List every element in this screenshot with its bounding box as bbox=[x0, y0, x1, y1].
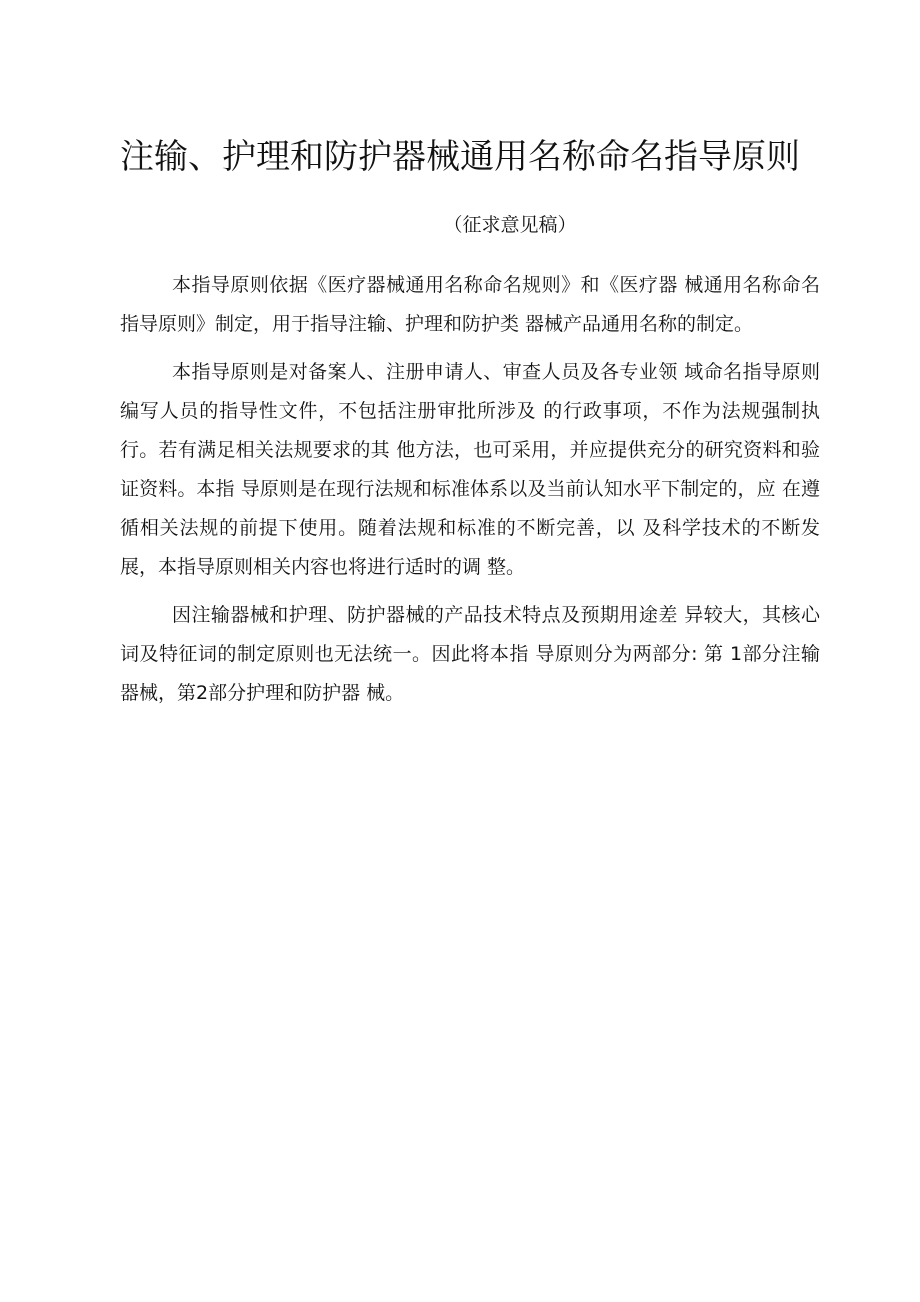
paragraph-scope: 本指导原则是对备案人、注册申请人、审查人员及各专业领 域命名指导原则编写人员的指导性文件，不包括注册审批所涉及 的行政事项，不作为法规强制执行。若有满足相关法规要求的其 他方法，也可采用，并应提供充分的研究资料和验证资料。本指 导原则是在现行法规和标准体系以及当前认知水平下制定的，应 在遵循相关法规的前提下使用。随着法规和标准的不断完善，以 及科学技术的不断发展，本指导原则相关内容也将进行适时的调 整。 bbox=[120, 361, 820, 578]
paragraph-basis: 本指导原则依据《医疗器械通用名称命名规则》和《医疗器 械通用名称命名指导原则》制定，用于指导注输、护理和防护类 器械产品通用名称的制定。 bbox=[120, 274, 820, 335]
document-body bbox=[120, 266, 820, 722]
paragraph-structure: 因注输器械和护理、防护器械的产品技术特点及预期用途差 异较大，其核心词及特征词的制定原则也无法统一。因此将本指 导原则分为两部分: 第 1部分注输器械，第2部分护理和防护器 械。 bbox=[120, 604, 820, 704]
document-title: 注输、护理和防护器械通用名称命名指导原则 bbox=[120, 137, 800, 177]
document-subtitle: （征求意见稿） bbox=[443, 214, 577, 236]
